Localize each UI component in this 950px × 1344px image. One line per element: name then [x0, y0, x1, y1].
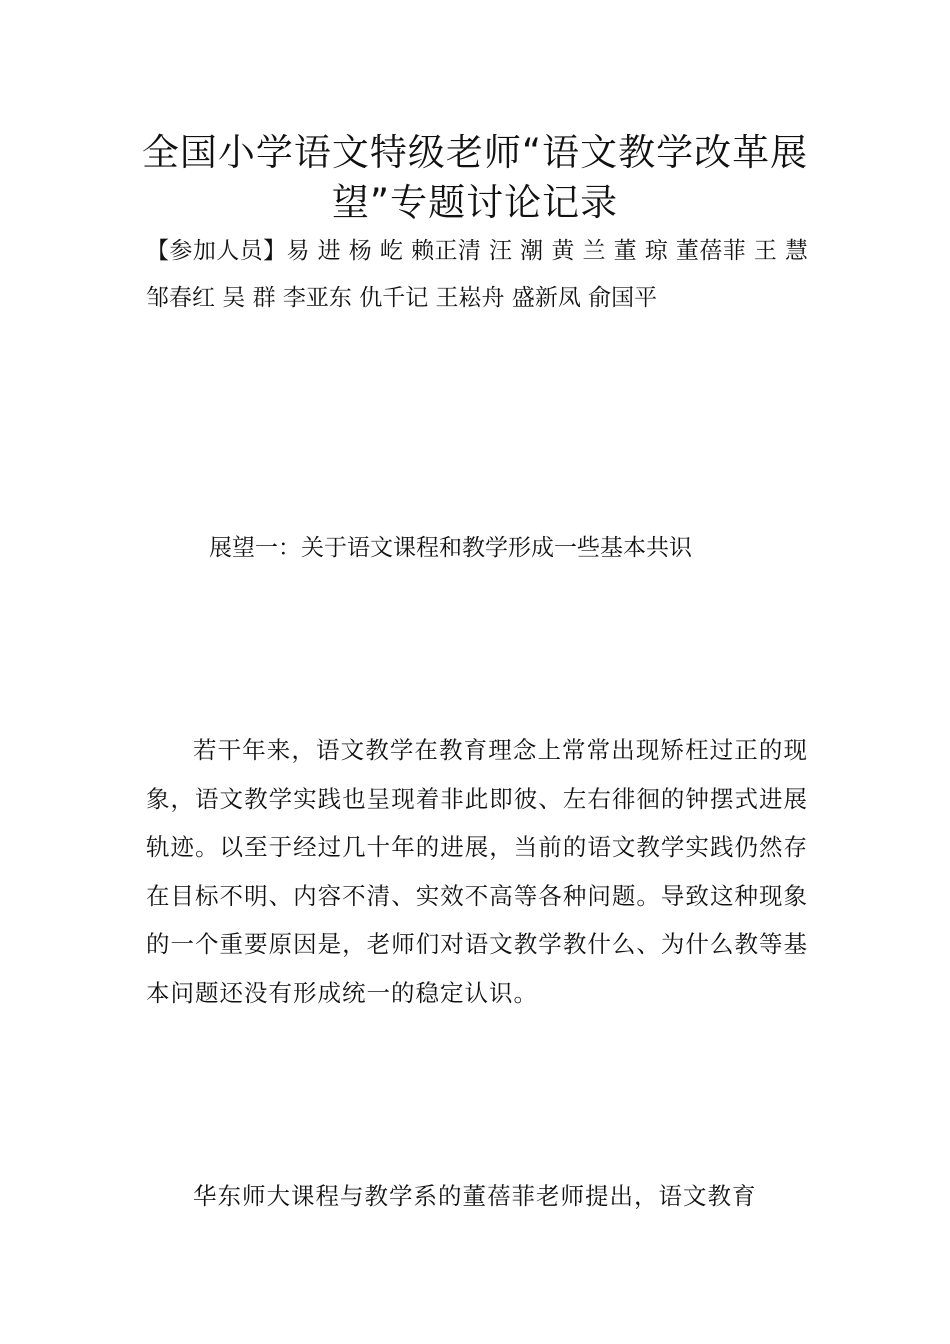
participants-line: [146, 228, 808, 322]
body-paragraph: 华东师大课程与教学系的董蓓菲老师提出，语文教育: [193, 1182, 757, 1210]
body-paragraph: 若干年来，语文教学在教育理念上常常出现矫枉过正的现象，语文教学实践也呈现着非此即彼、左右徘徊的钟摆式进展轨迹。以至于经过几十年的进展，当前的语文教学实践仍然存在目标不明、内容不清、实效不高等各种问题。导致这种现象的一个重要原因是，老师们对语文教学教什么、为什么教等基本问题还没有形成统一的稳定认识。: [146, 736, 808, 1007]
section-heading: 展望一：关于语文课程和教学形成一些基本共识: [209, 535, 692, 561]
participants-label: 【参加人员】: [146, 238, 287, 264]
document-title: 全国小学语文特级老师“语文教学改革展望”专题讨论记录: [141, 131, 809, 224]
participants-names: 易 进 杨 屹 赖正清 汪 潮 黄 兰 董 琼 董蓓菲 王 慧 邹春红 吴 群 李亚东 仇千记 王崧舟 盛新凤 俞国平: [146, 238, 809, 311]
